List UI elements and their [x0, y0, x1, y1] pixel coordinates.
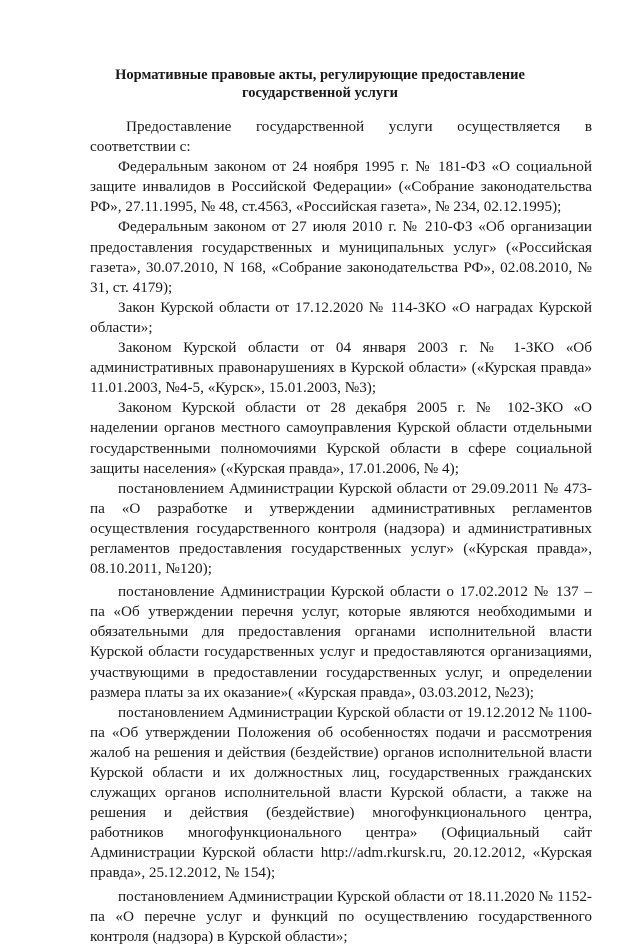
paragraph-resolution-1152: постановлением Администрации Курской области от 18.11.2020 № 1152-па «О перечне услуг и функций по осуществлению государственного контроля (надзора) в Курской области»;	[90, 887, 592, 945]
document-title: Нормативные правовые акты, регулирующие предоставление государственной услуги	[115, 67, 525, 101]
paragraph-federal-law-181: Федеральным законом от 24 ноября 1995 г. № 181-ФЗ «О социальной защите инвалидов в Российской Федерации» («Собрание законодательства РФ», 27.11.1995, № 48, ст.4563, «Российская газета», № 234, 02.12.1995);	[90, 158, 592, 216]
paragraph-resolution-473: постановлением Администрации Курской области от 29.09.2011 № 473-па «О разработке и утверждении административных регламентов осуществления государственного контроля (надзора) и административных регламентов предоставления государственных услуг» («Курская правда», 08.10.2011, №120);	[90, 479, 592, 578]
paragraph-federal-law-210: Федеральным законом от 27 июля 2010 г. № 210-ФЗ «Об организации предоставления государственных и муниципальных услуг» («Российская газета», 30.07.2010, N 168, «Собрание законодательства РФ», 02.08.2010, № 31, ст. 4179);	[90, 218, 592, 296]
paragraph-kursk-law-1: Законом Курской области от 04 января 2003 г. № 1-ЗКО «Об административных правонарушениях в Курской области» («Курская правда» 11.01.2003, №4-5, «Курск», 15.01.2003, №3);	[90, 339, 592, 397]
paragraph-kursk-law-102: Законом Курской области от 28 декабря 2005 г. № 102-ЗКО «О наделении органов местного самоуправления Курской области отдельными государственными полномочиями Курской области в сфере социальной защиты населения» («Курская правда», 17.01.2006, № 4);	[90, 399, 592, 477]
intro-paragraph: Предоставление государственной услуги осуществляется в соответствии с:	[90, 118, 592, 156]
paragraph-resolution-137: постановление Администрации Курской области о 17.02.2012 № 137 – па «Об утверждении перечня услуг, которые являются необходимыми и обязательными для предоставления органами исполнительной власти Курской области государственных услуг и предоставляются организациями, участвующими в предоставлении государственных услуг, и определении размера платы за их оказание»( «Курская правда», 03.03.2012, №23);	[90, 583, 592, 701]
paragraph-resolution-1100: постановлением Администрации Курской области от 19.12.2012 № 1100-па «Об утверждении Положения об особенностях подачи и рассмотрения жалоб на решения и действия (бездействие) органов исполнительной власти Курской области и их должностных лиц, государственных гражданских служащих органов исполнительной власти Курской области, а также на решения и действия (бездействие) многофункционального центра, работников многофункционального центра» (Официальный сайт Администрации Курской области http://adm.rkursk.ru, 20.12.2012, «Курская правда», 25.12.2012, № 154);	[90, 703, 592, 882]
paragraph-kursk-law-114: Закон Курской области от 17.12.2020 № 114-ЗКО «О наградах Курской области»;	[90, 298, 592, 336]
document-body	[90, 117, 592, 947]
